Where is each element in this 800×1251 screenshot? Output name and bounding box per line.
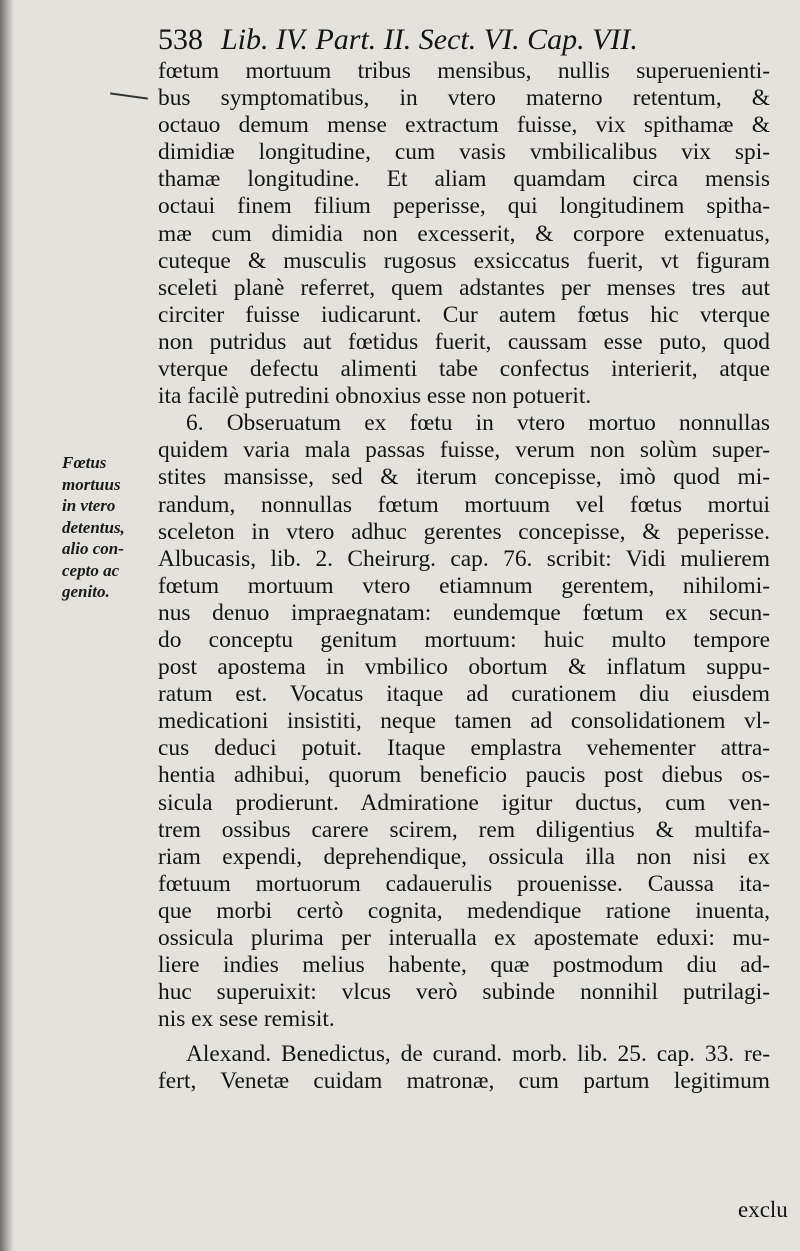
text-line: fœtum mortuum vtero etiamnum gerentem, nihilomi- [158,572,770,599]
text-line: cuteque & musculis rugosus exsiccatus fuerit, vt figuram [158,247,770,274]
body-text [158,58,770,1096]
margin-dash-mark [110,92,148,99]
catchword: exclu [738,1197,788,1222]
text-line: nis ex sese remisit. [158,1006,335,1033]
margin-note-line: detentus, [62,517,125,537]
text-line: ita facilè putredini obnoxius esse non potuerit. [158,383,592,410]
text-line: circiter fuisse iudicarunt. Cur autem fœtus hic vterque [158,301,770,328]
text-line: octauo demum mense extractum fuisse, vix spithamæ & [158,112,770,139]
page-number: 538 [158,23,203,56]
text-line: octaui finem filium peperisse, qui longitudinem spitha- [158,193,770,220]
text-line: 6. Obseruatum ex fœtu in vtero mortuo nonnullas [186,410,770,437]
text-line: vterque defectu alimenti tabe confectus interierit, atque [158,356,770,383]
text-line: stites mansisse, sed & iterum concepisse, imò quod mi- [158,464,770,491]
text-line: liere indies melius habente, quæ postmodum diu ad- [158,952,770,979]
running-title: Lib. IV. Part. II. Sect. VI. Cap. VII. [221,23,638,56]
text-line: medicationi insistiti, neque tamen ad consolidationem vl- [158,708,770,735]
text-line: randum, nonnullas fœtum mortuum vel fœtus mortui [158,491,770,518]
margin-note-line: Fœtus [62,453,107,472]
margin-note-line: in vtero [62,496,116,515]
margin-note-line: genito. [62,582,110,601]
text-line: nus denuo impraegnatam: eundemque fœtum ex secun- [158,599,770,626]
text-line: sceleton in vtero adhuc gerentes concepisse, & peperisse. [158,518,770,545]
text-line: do conceptu genitum mortuum: huic multo tempore [158,626,770,653]
text-line: hentia adhibui, quorum beneficio paucis post diebus os- [158,762,770,789]
text-line: cus deduci potuit. Itaque emplastra vehementer attra- [158,735,770,762]
text-line: ratum est. Vocatus itaque ad curationem diu eiusdem [158,681,770,708]
text-line: huc superuixit: vlcus verò subinde nonnihil putrilagi- [158,979,770,1006]
text-line: bus symptomatibus, in vtero materno retentum, & [158,85,770,112]
text-line: riam expendi, deprehendique, ossicula illa non nisi ex [158,843,770,870]
text-line: fœtuum mortuorum cadauerulis prouenisse. Caussa ita- [158,870,770,897]
text-line: post apostema in vmbilico obortum & inflatum suppu- [158,654,770,681]
text-line: quidem varia mala passas fuisse, verum non solùm super- [158,437,770,464]
margin-note-line: mortuus [62,474,121,494]
page-binding-shadow [0,0,14,1251]
margin-note-line: alio con- [62,539,124,558]
page-header [158,20,778,60]
text-line: fœtum mortuum tribus mensibus, nullis superuenienti- [158,58,770,84]
text-line: trem ossibus carere scirem, rem diligentius & multifa- [158,816,770,843]
text-line: ossicula plurima per interualla ex apostemate eduxi: mu- [158,925,770,951]
text-line: sceleti planè referret, quem adstantes per menses tres aut [158,274,770,301]
text-line: dimidiæ longitudine, cum vasis vmbilicalibus vix spi- [158,139,770,166]
text-line: que morbi certò cognita, medendique ratione inuenta, [158,897,770,924]
margin-note [62,452,158,603]
text-line: fert, Venetæ cuidam matronæ, cum partum legitimum [158,1068,770,1095]
text-line: sicula prodierunt. Admiratione igitur ductus, cum ven- [158,789,770,816]
text-line: thamæ longitudine. Et aliam quamdam circa mensis [158,166,770,193]
text-line: non putridus aut fœtidus fuerit, caussam esse puto, quod [158,328,770,355]
text-line: Albucasis, lib. 2. Cheirurg. cap. 76. scribit: Vidi mulierem [158,545,770,572]
text-line: Alexand. Benedictus, de curand. morb. lib. 25. cap. 33. re- [186,1041,770,1068]
margin-note-line: cepto ac [62,560,120,580]
text-line: mæ cum dimidia non excesserit, & corpore extenuatus, [158,220,770,247]
